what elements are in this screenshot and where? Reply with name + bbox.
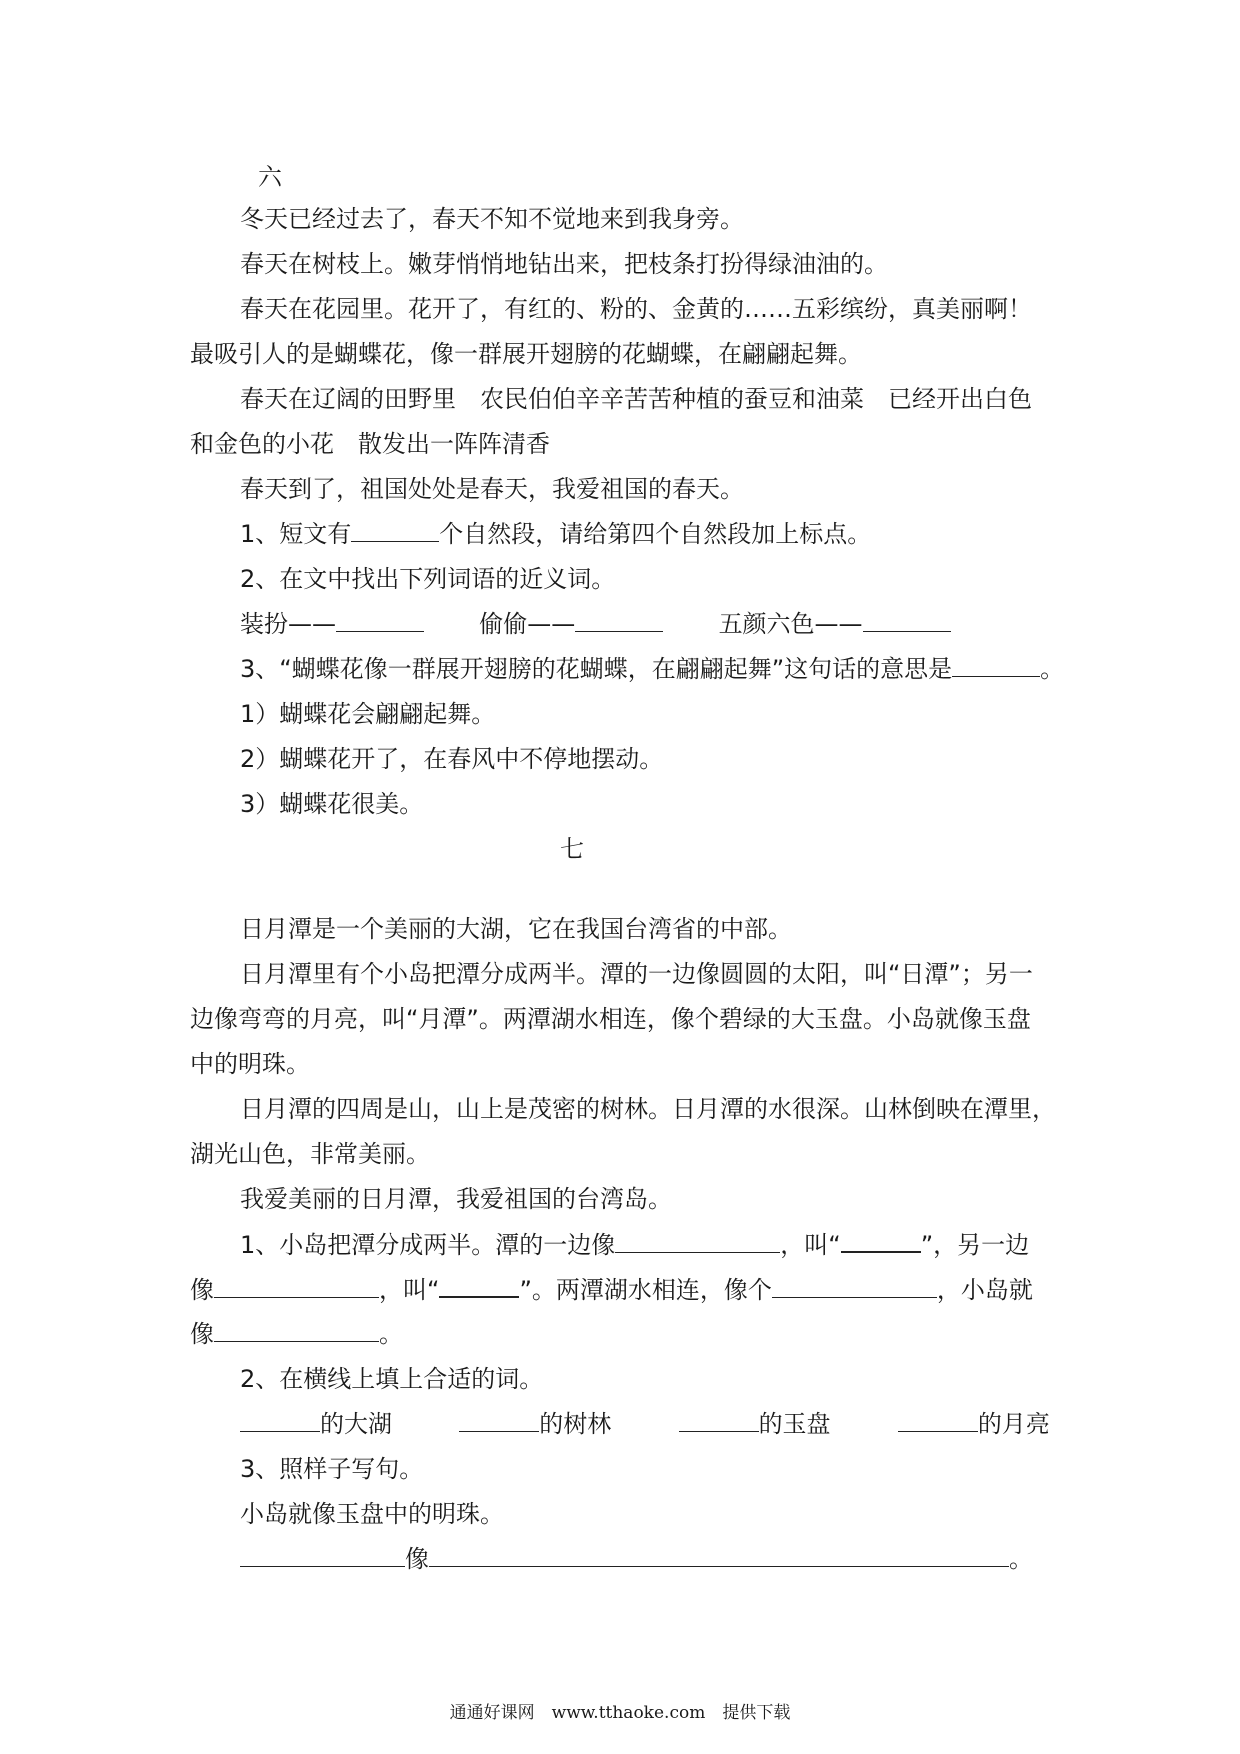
s7-question-2: 2、在横线上填上合适的词。 [240, 1365, 544, 1393]
q1-text: ，叫“ [780, 1231, 841, 1259]
sentence-word: 像 [405, 1545, 429, 1573]
sentence-end: 。 [1009, 1545, 1033, 1573]
answer-blank[interactable] [336, 609, 424, 632]
s6-question-1 [240, 519, 871, 549]
fill-word: 的玉盘 [758, 1410, 831, 1438]
s6-paragraph-1: 冬天已经过去了，春天不知不觉地来到我身旁。 [240, 205, 744, 233]
q1-text: ”。两潭湖水相连，像个 [519, 1276, 772, 1304]
answer-blank[interactable] [240, 1544, 405, 1567]
synonym-word-2: 偷偷—— [479, 610, 576, 638]
s6-option-1: 1）蝴蝶花会翩翩起舞。 [240, 700, 496, 728]
q1-text-a: 1、短文有 [240, 520, 352, 548]
s7-sentence-blank-row [240, 1544, 1033, 1574]
q1-text: ，小岛就 [936, 1276, 1033, 1304]
s7-question-3: 3、照样子写句。 [240, 1455, 424, 1483]
s7-paragraph-2-line-3: 中的明珠。 [190, 1050, 310, 1078]
answer-blank[interactable] [459, 1409, 539, 1432]
synonym-word-1: 装扮—— [240, 610, 336, 638]
q1-text: ”，另一边 [920, 1231, 1030, 1259]
s7-question-1-line-3 [190, 1319, 403, 1349]
synonym-word-3: 五颜六色—— [718, 610, 863, 638]
answer-blank[interactable] [240, 1409, 320, 1432]
answer-blank[interactable] [214, 1275, 379, 1298]
s6-question-3 [240, 654, 1064, 684]
q1-text: 像 [190, 1276, 214, 1304]
s6-option-3: 3）蝴蝶花很美。 [240, 790, 424, 818]
s7-question-1-line-2 [190, 1274, 1033, 1305]
section-7-heading: 七 [560, 835, 584, 863]
answer-blank[interactable] [615, 1230, 780, 1253]
s7-paragraph-4: 我爱美丽的日月潭，我爱祖国的台湾岛。 [240, 1185, 672, 1213]
q1-text: 1、小岛把潭分成两半。潭的一边像 [240, 1231, 616, 1259]
s7-paragraph-2-line-2: 边像弯弯的月亮，叫“月潭”。两潭湖水相连，像个碧绿的大玉盘。小岛就像玉盘 [190, 1005, 1031, 1033]
q1-text-b: 个自然段，请给第四个自然段加上标点。 [439, 520, 872, 548]
answer-blank[interactable] [772, 1275, 937, 1298]
s6-paragraph-4-line-1: 春天在辽阔的田野里 农民伯伯辛辛苦苦种植的蚕豆和油菜 已经开出白色 [240, 385, 1032, 413]
s6-option-2: 2）蝴蝶花开了，在春风中不停地摆动。 [240, 745, 664, 773]
s6-paragraph-5: 春天到了，祖国处处是春天，我爱祖国的春天。 [240, 475, 744, 503]
s7-question-1-line-1 [240, 1229, 1029, 1260]
s7-paragraph-3-line-2: 湖光山色，非常美丽。 [190, 1140, 430, 1168]
answer-blank[interactable] [214, 1319, 379, 1342]
answer-blank[interactable] [679, 1409, 759, 1432]
q1-text: ，叫“ [379, 1276, 440, 1304]
s7-paragraph-1: 日月潭是一个美丽的大湖，它在我国台湾省的中部。 [240, 915, 792, 943]
fill-word: 的大湖 [320, 1410, 392, 1438]
answer-blank[interactable] [841, 1229, 921, 1253]
s7-paragraph-3-line-1: 日月潭的四周是山，山上是茂密的树林。日月潭的水很深。山林倒映在潭里， [240, 1095, 1056, 1123]
answer-blank[interactable] [898, 1409, 978, 1432]
answer-blank[interactable] [575, 609, 663, 632]
s7-paragraph-2-line-1: 日月潭里有个小岛把潭分成两半。潭的一边像圆圆的太阳，叫“日潭”；另一 [240, 960, 1033, 988]
q1-text: 。 [379, 1320, 403, 1348]
q1-text: 像 [190, 1320, 214, 1348]
s6-paragraph-4-line-2: 和金色的小花 散发出一阵阵清香 [190, 430, 550, 458]
fill-word: 的树林 [539, 1410, 612, 1438]
s7-fill-row [240, 1409, 1050, 1439]
q3-text-b: 。 [1040, 655, 1065, 683]
s6-paragraph-3-line-1: 春天在花园里。花开了，有红的、粉的、金黄的……五彩缤纷，真美丽啊！ [240, 295, 1032, 323]
answer-blank[interactable] [429, 1544, 1009, 1567]
s7-example-sentence: 小岛就像玉盘中的明珠。 [240, 1500, 504, 1528]
fill-word: 的月亮 [977, 1410, 1050, 1438]
section-6-heading: 六 [258, 163, 282, 191]
footer-credit: 通通好课网 www.tthaoke.com 提供下载 [449, 1703, 791, 1723]
answer-blank[interactable] [439, 1274, 519, 1298]
answer-blank[interactable] [351, 519, 439, 542]
s6-question-2: 2、在文中找出下列词语的近义词。 [240, 565, 616, 593]
s6-paragraph-3-line-2: 最吸引人的是蝴蝶花，像一群展开翅膀的花蝴蝶，在翩翩起舞。 [190, 340, 862, 368]
s6-paragraph-2: 春天在树枝上。嫩芽悄悄地钻出来，把枝条打扮得绿油油的。 [240, 250, 888, 278]
q3-text-a: 3、“蝴蝶花像一群展开翅膀的花蝴蝶，在翩翩起舞”这句话的意思是 [240, 655, 953, 683]
answer-blank[interactable] [952, 654, 1040, 677]
answer-blank[interactable] [863, 609, 951, 632]
s6-synonym-row [240, 609, 951, 639]
